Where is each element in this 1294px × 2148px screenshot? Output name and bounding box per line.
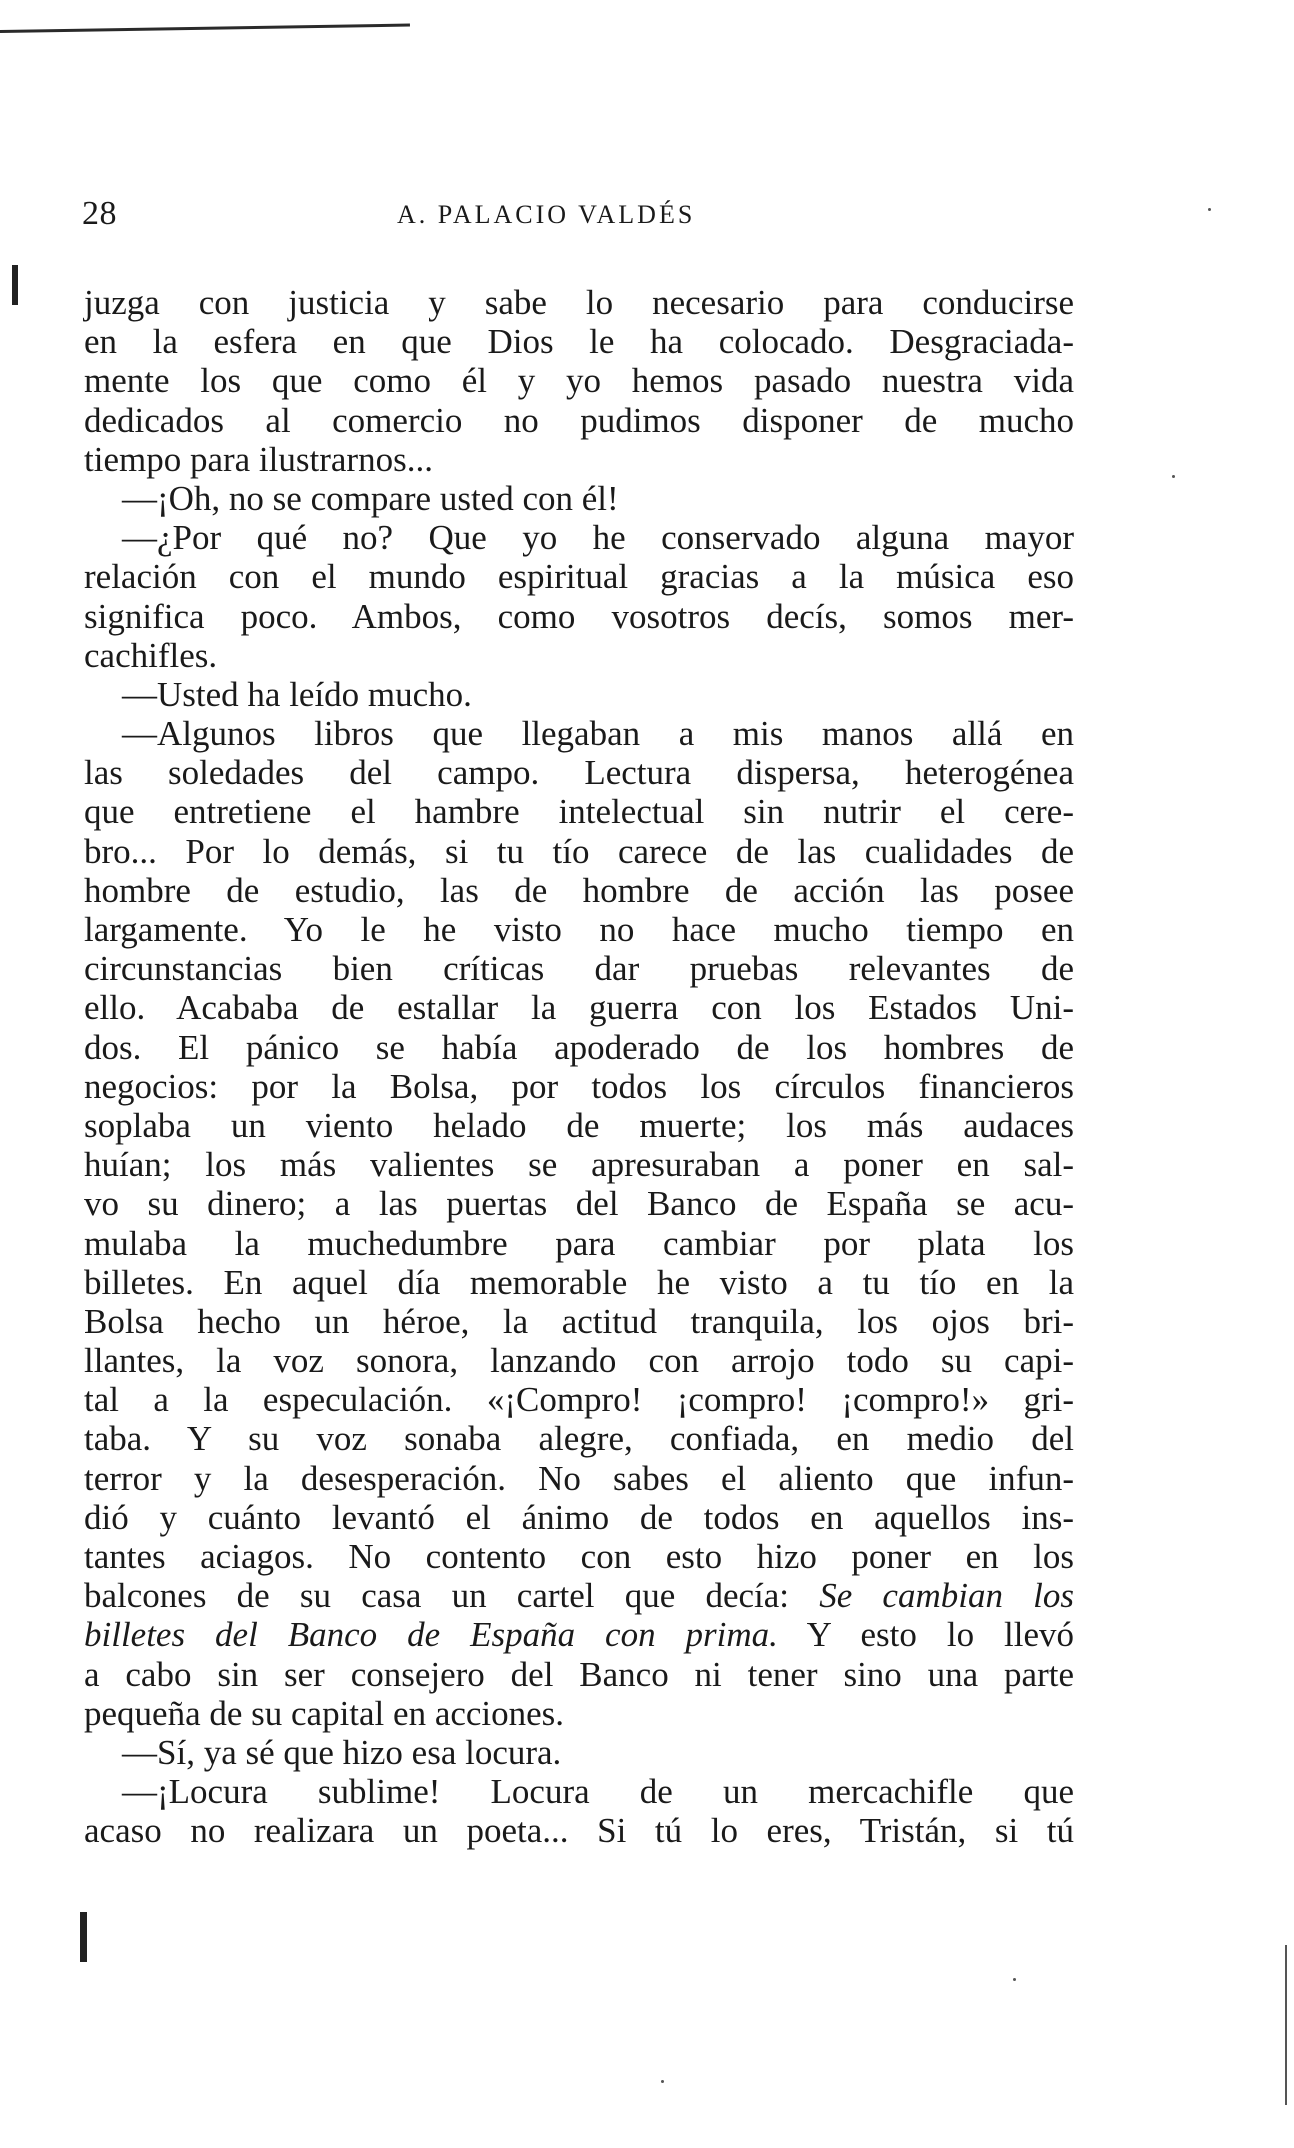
text-line: acaso no realizara un poeta... Si tú lo eres, Tristán, si tú [84, 1811, 1074, 1851]
text-line: que entretiene el hambre intelectual sin nutrir el cere- [84, 792, 1074, 832]
text-line: huían; los más valientes se apresuraban a poner en sal- [84, 1145, 1074, 1185]
text-line: pequeña de su capital en acciones. [84, 1693, 565, 1733]
text-line: —¡Locura sublime! Locura de un mercachifle que [122, 1772, 1074, 1812]
body-text [84, 283, 1074, 1851]
text-line: ello. Acababa de estallar la guerra con los Estados Uni- [84, 988, 1074, 1028]
left-edge-mark-top [12, 265, 18, 305]
text-line: llantes, la voz sonora, lanzando con arrojo todo su capi- [84, 1341, 1074, 1381]
text-line: circunstancias bien críticas dar pruebas relevantes de [84, 949, 1074, 989]
text-line: —Algunos libros que llegaban a mis manos allá en [122, 714, 1074, 754]
text-line: billetes. En aquel día memorable he visto a tu tío en la [84, 1262, 1074, 1302]
text-line: vo su dinero; a las puertas del Banco de España se acu- [84, 1184, 1074, 1224]
running-head: A. PALACIO VALDÉS [397, 200, 696, 229]
text-line: las soledades del campo. Lectura dispersa, heterogénea [84, 753, 1074, 793]
left-edge-mark-bottom [80, 1912, 87, 1962]
text-line: tiempo para ilustrarnos... [84, 439, 433, 479]
text-line: mente los que como él y yo hemos pasado nuestra vida [84, 361, 1074, 401]
italic-text: Se cambian los [819, 1576, 1074, 1616]
text-line: negocios: por la Bolsa, por todos los círculos financieros [84, 1066, 1074, 1106]
text-segment: Y esto lo llevó [777, 1615, 1074, 1655]
text-line: juzga con justicia y sabe lo necesario para conducirse [84, 283, 1074, 322]
text-line: dedicados al comercio no pudimos disponer de mucho [84, 400, 1074, 440]
text-line: mulaba la muchedumbre para cambiar por plata los [84, 1223, 1074, 1263]
text-line: significa poco. Ambos, como vosotros decís, somos mer- [84, 596, 1074, 636]
text-line: —Usted ha leído mucho. [122, 674, 472, 714]
text-line: soplaba un viento helado de muerte; los más audaces [84, 1105, 1074, 1145]
text-line: dos. El pánico se había apoderado de los hombres de [84, 1027, 1074, 1067]
text-line: —¡Oh, no se compare usted con él! [122, 478, 619, 518]
text-line: relación con el mundo espiritual gracias a la música eso [84, 557, 1074, 597]
italic-text: billetes del Banco de España con prima. [84, 1615, 778, 1655]
text-segment: balcones de su casa un cartel que decía: [84, 1576, 820, 1616]
text-line: taba. Y su voz sonaba alegre, confiada, en medio del [84, 1419, 1074, 1459]
text-line: hombre de estudio, las de hombre de acción las posee [84, 870, 1074, 910]
text-line: tantes aciagos. No contento con esto hizo poner en los [84, 1537, 1074, 1576]
text-line: en la esfera en que Dios le ha colocado. Desgraciada- [84, 322, 1074, 362]
speck [1013, 1978, 1016, 1981]
text-line: dió y cuánto levantó el ánimo de todos en aquellos ins- [84, 1497, 1074, 1537]
text-line: —Sí, ya sé que hizo esa locura. [122, 1732, 562, 1772]
speck [1172, 475, 1175, 478]
text-line: cachifles. [84, 635, 218, 675]
text-line: a cabo sin ser consejero del Banco ni tener sino una parte [84, 1654, 1074, 1694]
right-edge-mark [1285, 1945, 1287, 2105]
speck [1208, 208, 1211, 211]
text-line: bro... Por lo demás, si tu tío carece de las cualidades de [84, 831, 1074, 871]
page-number: 28 [82, 195, 117, 232]
top-rule [0, 24, 410, 33]
text-line [84, 1615, 1074, 1654]
text-line: —¿Por qué no? Que yo he conservado alguna mayor [122, 518, 1074, 558]
text-line: largamente. Yo le he visto no hace mucho tiempo en [84, 910, 1074, 949]
text-line: tal a la especulación. «¡Compro! ¡compro! ¡compro!» gri- [84, 1380, 1074, 1420]
speck [661, 2080, 664, 2083]
text-line [84, 1576, 1074, 1615]
text-line: terror y la desesperación. No sabes el aliento que infun- [84, 1458, 1074, 1498]
text-line: Bolsa hecho un héroe, la actitud tranquila, los ojos bri- [84, 1301, 1074, 1341]
